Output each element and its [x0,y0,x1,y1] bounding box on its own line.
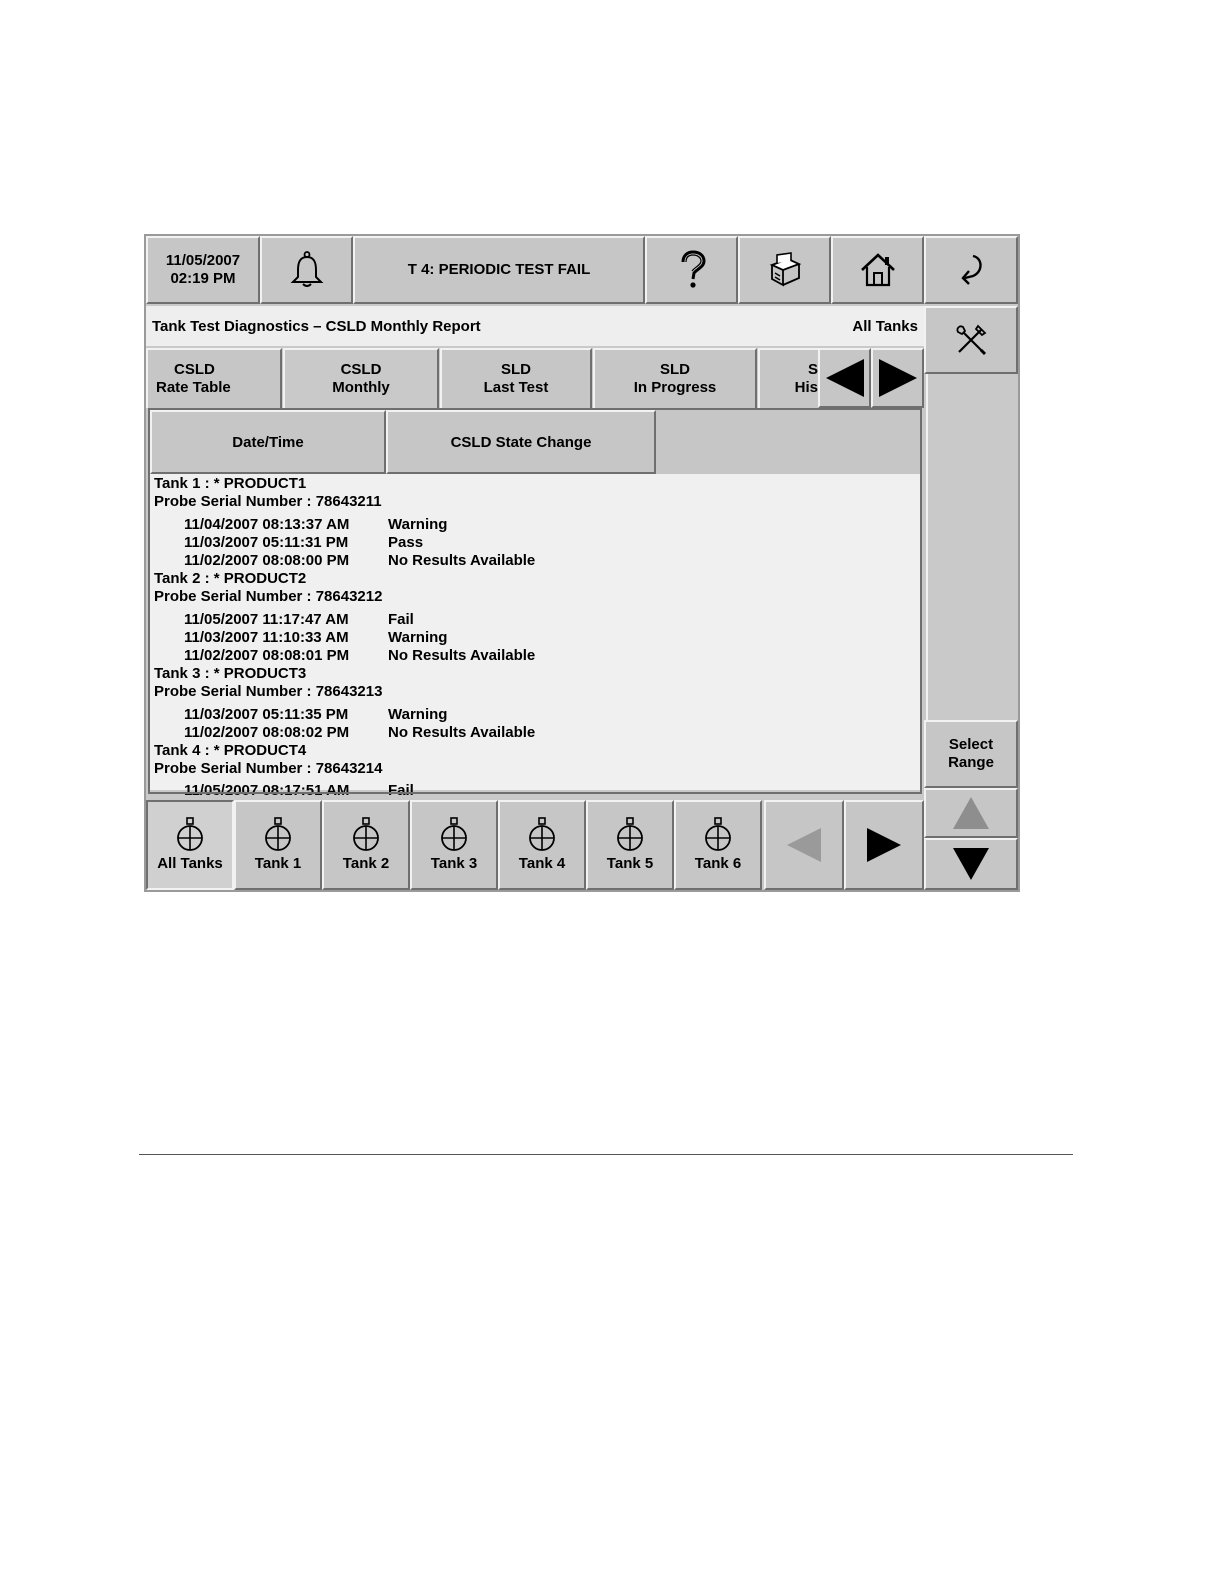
column-header-csld-state[interactable] [386,410,656,474]
tab-line2: Monthly [332,379,390,396]
entry-datetime: 11/03/2007 05:11:35 PM [184,706,349,723]
probe-serial: Probe Serial Number : 78643213 [154,683,383,700]
tab-line1: SLD [660,361,690,378]
entry-state: Warning [388,629,448,646]
entry-state: No Results Available [388,647,536,664]
tank-icon [263,817,293,853]
time-text: 02:19 PM [170,270,236,287]
column-header-datetime[interactable] [150,410,386,474]
entry-datetime: 11/02/2007 08:08:01 PM [184,647,350,664]
scroll-down-button[interactable] [924,838,1018,890]
tools-icon [954,323,988,357]
return-arrow-icon [953,252,989,288]
tank-1-button[interactable] [234,800,322,890]
print-button[interactable] [738,236,831,304]
question-icon [675,250,709,290]
alarm-message-button[interactable] [353,236,645,304]
scroll-up-button[interactable] [924,788,1018,838]
alarm-button[interactable] [260,236,353,304]
entry-state: Pass [388,534,424,551]
tank-icon [439,817,469,853]
tab-line1: SLD [501,361,531,378]
tank-3-button[interactable] [410,800,498,890]
column-header-label: Date/Time [232,433,304,451]
scope-label: All Tanks [852,317,918,335]
select-range-line1: Select [948,736,994,753]
back-button[interactable] [924,236,1018,304]
tab-scroll-left-button[interactable] [818,348,871,408]
page-title: Tank Test Diagnostics – CSLD Monthly Report [152,317,481,335]
arrow-left-icon [824,357,866,399]
date-time-button[interactable] [146,236,260,304]
arrow-down-icon [951,846,991,882]
bell-icon [289,251,325,289]
home-button[interactable] [831,236,924,304]
entry-datetime: 11/04/2007 08:13:37 AM [184,516,350,533]
date-text: 11/05/2007 [165,252,241,269]
tab-line1: CSLD [174,361,215,378]
entry-state: Fail [388,611,414,628]
tank-4-button[interactable] [498,800,586,890]
tank-header: Tank 1 : * PRODUCT1 [154,475,307,492]
tools-button[interactable] [924,306,1018,374]
tab-sld-history[interactable] [758,348,820,408]
tank-button-label: Tank 5 [606,855,654,872]
tank-icon [703,817,733,853]
tank-header: Tank 2 : * PRODUCT2 [154,570,307,587]
tank-button-label: Tank 4 [518,855,566,872]
tank-icon [527,817,557,853]
tab-sld-last-test[interactable] [440,348,592,408]
tanks-prev-button[interactable] [764,800,844,890]
tab-sld-in-progress[interactable] [593,348,757,408]
arrow-up-icon [951,795,991,831]
tab-csld-rate-table[interactable] [146,348,282,408]
entry-datetime: 11/03/2007 05:11:31 PM [184,534,349,551]
tab-line1: CSLD [340,361,382,378]
title-bar [146,306,924,346]
tank-icon [175,817,205,853]
tab-line2: Last Test [483,379,549,396]
entry-state: Fail [388,782,414,799]
select-range-line2: Range [948,754,994,771]
tank-button-label: Tank 1 [254,855,302,872]
tank-5-button[interactable] [586,800,674,890]
entry-datetime: 11/02/2007 08:08:02 PM [184,724,350,741]
page-divider [139,1154,1073,1155]
entry-state: No Results Available [388,724,536,741]
arrow-right-icon [865,826,903,864]
entry-state: Warning [388,516,448,533]
probe-serial: Probe Serial Number : 78643212 [154,588,383,605]
all-tanks-button[interactable] [146,800,234,890]
tab-line2: Rate Table [156,379,231,396]
report-list[interactable] [150,474,920,799]
tanks-next-button[interactable] [844,800,924,890]
arrow-right-icon [877,357,919,399]
console-screen [144,234,1020,892]
side-panel [926,374,1016,720]
entry-datetime: 11/05/2007 08:17:51 AM [184,782,350,799]
tank-header: Tank 4 : * PRODUCT4 [154,742,307,759]
tab-csld-monthly[interactable] [283,348,439,408]
entry-state: Warning [388,706,448,723]
printer-icon [766,251,804,289]
alarm-message-text: T 4: PERIODIC TEST FAIL [407,261,591,278]
tank-button-label: Tank 3 [430,855,478,872]
help-button[interactable] [645,236,738,304]
probe-serial: Probe Serial Number : 78643211 [154,493,382,510]
home-icon [859,252,897,288]
tank-header: Tank 3 : * PRODUCT3 [154,665,307,682]
tank-6-button[interactable] [674,800,762,890]
entry-datetime: 11/05/2007 11:17:47 AM [184,611,349,628]
column-header-label: CSLD State Change [450,433,592,451]
tank-2-button[interactable] [322,800,410,890]
tab-line1: S [807,361,818,378]
tank-button-label: Tank 6 [694,855,742,872]
entry-datetime: 11/03/2007 11:10:33 AM [184,629,349,646]
tab-line2: His [794,379,818,396]
select-range-button[interactable] [924,720,1018,788]
entry-state: No Results Available [388,552,536,569]
tank-button-label: All Tanks [157,855,223,872]
tank-icon [615,817,645,853]
entry-datetime: 11/02/2007 08:08:00 PM [184,552,350,569]
tab-scroll-right-button[interactable] [871,348,924,408]
tank-icon [351,817,381,853]
probe-serial: Probe Serial Number : 78643214 [154,760,383,777]
tank-button-label: Tank 2 [342,855,390,872]
arrow-left-icon [785,826,823,864]
tab-line2: In Progress [633,379,717,396]
